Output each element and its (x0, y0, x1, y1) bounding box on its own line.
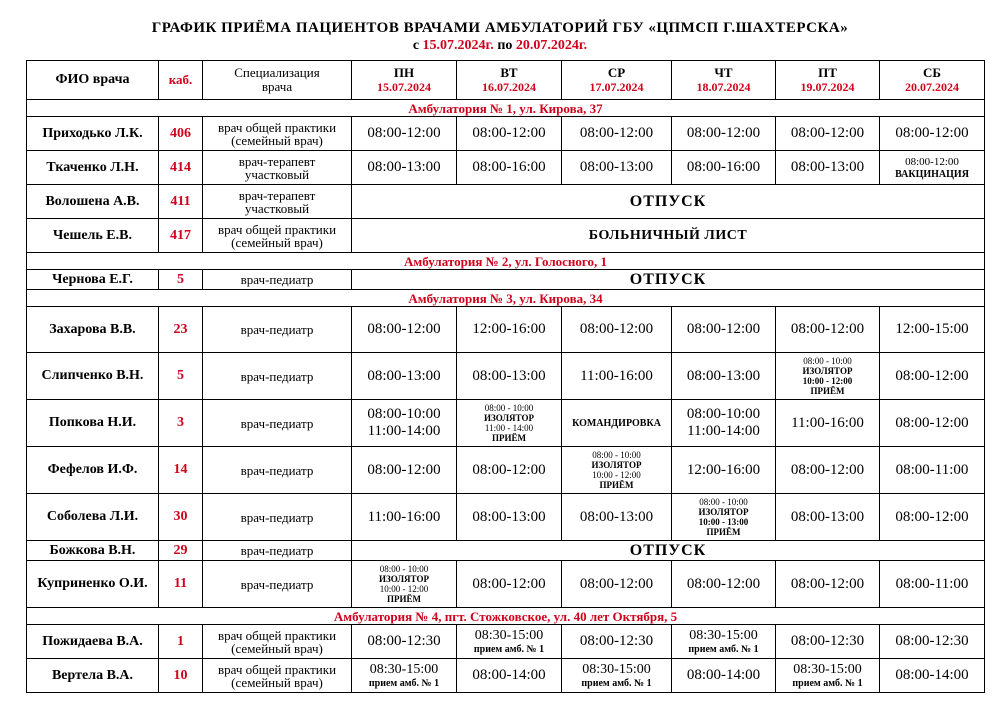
header-day-mon (352, 61, 457, 100)
specialization: врач общей практики (семейный врач) (203, 219, 352, 253)
doctor-name: Слипченко В.Н. (27, 353, 159, 400)
section-row (27, 100, 985, 117)
room-number: 406 (159, 117, 203, 151)
section-row (27, 253, 985, 270)
time-cell: 08:00-12:00 (776, 561, 880, 608)
table-row (27, 400, 985, 447)
time-cell: 08:00-10:00 11:00-14:00 (672, 400, 776, 447)
section-title: Амбулатория № 1, ул. Кирова, 37 (27, 100, 985, 117)
section-title: Амбулатория № 3, ул. Кирова, 34 (27, 290, 985, 307)
time-cell: 08:00-13:00 (776, 494, 880, 541)
time-cell: 11:00-16:00 (776, 400, 880, 447)
time-cell: 08:00-14:00 (672, 659, 776, 693)
day-date: 17.07.2024 (589, 80, 644, 94)
table-row (27, 659, 985, 693)
room-number: 30 (159, 494, 203, 541)
time-cell: 08:00-12:00 (672, 117, 776, 151)
specialization: врач-педиатр (203, 494, 352, 541)
table-row (27, 270, 985, 290)
specialization: врач-терапевт участковый (203, 185, 352, 219)
specialization: врач-педиатр (203, 400, 352, 447)
time-cell: 08:00-13:00 (672, 353, 776, 400)
status-sick-leave: БОЛЬНИЧНЫЙ ЛИСТ (352, 219, 985, 253)
time-cell: 08:00-14:00 (880, 659, 985, 693)
time-cell: 08:00-12:00 (457, 561, 562, 608)
doctor-name: Чешель Е.В. (27, 219, 159, 253)
time-cell: 08:00-11:00 (880, 447, 985, 494)
time-cell: 08:00-13:00 (457, 353, 562, 400)
header-spec-line1: Специализация (234, 65, 320, 80)
time-cell: 08:00-12:00 (880, 400, 985, 447)
specialization: врач-педиатр (203, 561, 352, 608)
header-day-fri (776, 61, 880, 100)
table-row (27, 185, 985, 219)
time-cell: 08:00-13:00 (352, 353, 457, 400)
doctor-name: Ткаченко Л.Н. (27, 151, 159, 185)
schedule-table (26, 60, 985, 693)
day-date: 16.07.2024 (482, 80, 536, 94)
time-cell: 08:00-12:00 (352, 307, 457, 353)
time-cell: 08:00-13:00 (562, 494, 672, 541)
room-number: 1 (159, 625, 203, 659)
specialization: врач общей практики (семейный врач) (203, 625, 352, 659)
doctor-name: Захарова В.В. (27, 307, 159, 353)
time-cell: 08:00-12:00 (880, 494, 985, 541)
specialization: врач-терапевт участковый (203, 151, 352, 185)
period-to-label: по (497, 38, 513, 53)
time-cell: 08:00-12:30 (562, 625, 672, 659)
page-title: ГРАФИК ПРИЁМА ПАЦИЕНТОВ ВРАЧАМИ АМБУЛАТОРИЙ ГБУ «ЦПМСП Г.ШАХТЕРСКА» (151, 20, 849, 36)
period-line (0, 38, 1000, 54)
table-row (27, 117, 985, 151)
time-cell: 08:00-13:00 (776, 151, 880, 185)
time-cell: 11:00-16:00 (562, 353, 672, 400)
table-row (27, 494, 985, 541)
section-row (27, 290, 985, 307)
doctor-name: Приходько Л.К. (27, 117, 159, 151)
time-cell: 08:00-12:30 (352, 625, 457, 659)
time-cell: 08:00-16:00 (672, 151, 776, 185)
day-date: 19.07.2024 (800, 80, 855, 94)
section-title: Амбулатория № 4, пгт. Стожковское, ул. 40 лет Октября, 5 (27, 608, 985, 625)
table-row (27, 447, 985, 494)
header-day-wed (562, 61, 672, 100)
table-row (27, 353, 985, 400)
specialization: врач-педиатр (203, 447, 352, 494)
room-number: 411 (159, 185, 203, 219)
status-vacation: ОТПУСК (352, 185, 985, 219)
room-number: 11 (159, 561, 203, 608)
table-row (27, 151, 985, 185)
header-row (27, 61, 985, 100)
time-cell-vaccination: 08:00-12:00 ВАКЦИНАЦИЯ (880, 151, 985, 185)
status-business-trip: КОМАНДИРОВКА (562, 400, 672, 447)
period-from: 15.07.2024г. (422, 38, 494, 53)
specialization: врач-педиатр (203, 270, 352, 290)
time-cell-amb: 08:30-15:00 прием амб. № 1 (352, 659, 457, 693)
day-name: ПТ (818, 65, 837, 80)
doctor-name: Божкова В.Н. (27, 541, 159, 561)
time-cell-split: 08:00 - 10:00 ИЗОЛЯТОР 11:00 - 14:00 ПРИЁМ (457, 400, 562, 447)
header-name: ФИО врача (27, 61, 159, 100)
time-cell: 08:00-12:00 (562, 561, 672, 608)
day-name: ПН (393, 65, 415, 80)
time-cell-split: 08:00 - 10:00 ИЗОЛЯТОР 10:00 - 12:00 ПРИЁМ (562, 447, 672, 494)
time-cell: 08:00-16:00 (457, 151, 562, 185)
specialization: врач общей практики (семейный врач) (203, 659, 352, 693)
time-cell: 08:00-12:00 (776, 117, 880, 151)
period-to: 20.07.2024г. (515, 38, 588, 53)
room-number: 23 (159, 307, 203, 353)
specialization: врач-педиатр (203, 353, 352, 400)
status-vacation: ОТПУСК (352, 270, 985, 290)
table-row (27, 219, 985, 253)
time-cell: 08:00-12:00 (562, 307, 672, 353)
header-room: каб. (159, 61, 203, 100)
status-vacation: ОТПУСК (352, 541, 985, 561)
time-cell: 08:00-13:00 (457, 494, 562, 541)
room-number: 417 (159, 219, 203, 253)
doctor-name: Фефелов И.Ф. (27, 447, 159, 494)
header-day-thu (672, 61, 776, 100)
time-cell: 08:00-14:00 (457, 659, 562, 693)
time-cell: 08:00-12:00 (776, 307, 880, 353)
room-number: 5 (159, 270, 203, 290)
time-cell: 08:00-10:00 11:00-14:00 (352, 400, 457, 447)
time-cell: 08:00-12:30 (776, 625, 880, 659)
room-number: 10 (159, 659, 203, 693)
doctor-name: Вертела В.А. (27, 659, 159, 693)
room-number: 29 (159, 541, 203, 561)
time-cell-amb: 08:30-15:00 прием амб. № 1 (776, 659, 880, 693)
time-cell: 08:00-13:00 (562, 151, 672, 185)
time-cell: 11:00-16:00 (352, 494, 457, 541)
time-cell: 08:00-11:00 (880, 561, 985, 608)
room-number: 414 (159, 151, 203, 185)
doctor-name: Чернова Е.Г. (27, 270, 159, 290)
time-cell: 08:00-12:00 (776, 447, 880, 494)
doctor-name: Волошена А.В. (27, 185, 159, 219)
day-name: СР (607, 65, 626, 80)
header-spec (203, 61, 352, 100)
specialization: врач-педиатр (203, 307, 352, 353)
header-day-tue (457, 61, 562, 100)
table-row (27, 625, 985, 659)
table-row (27, 541, 985, 561)
time-cell: 08:00-12:00 (672, 561, 776, 608)
header-day-sat (880, 61, 985, 100)
day-date: 18.07.2024 (696, 80, 751, 94)
time-cell-amb: 08:30-15:00 прием амб. № 1 (672, 625, 776, 659)
time-cell: 08:00-12:00 (880, 117, 985, 151)
time-cell-split: 08:00 - 10:00 ИЗОЛЯТОР 10:00 - 13:00 ПРИЁМ (672, 494, 776, 541)
doctor-name: Соболева Л.И. (27, 494, 159, 541)
time-cell: 12:00-16:00 (457, 307, 562, 353)
time-cell: 08:00-12:00 (880, 353, 985, 400)
time-cell: 12:00-15:00 (880, 307, 985, 353)
day-name: ЧТ (714, 65, 733, 80)
time-cell: 08:00-12:00 (672, 307, 776, 353)
time-cell-split: 08:00 - 10:00 ИЗОЛЯТОР 10:00 - 12:00 ПРИЁМ (352, 561, 457, 608)
time-cell-split: 08:00 - 10:00 ИЗОЛЯТОР 10:00 - 12:00 ПРИЁМ (776, 353, 880, 400)
time-cell: 08:00-12:30 (880, 625, 985, 659)
doctor-name: Пожидаева В.А. (27, 625, 159, 659)
room-number: 5 (159, 353, 203, 400)
time-cell: 08:00-12:00 (352, 447, 457, 494)
day-name: ВТ (500, 65, 518, 80)
time-cell: 08:00-12:00 (457, 117, 562, 151)
time-cell: 08:00-12:00 (562, 117, 672, 151)
period-from-label: с (412, 38, 420, 53)
table-row (27, 307, 985, 353)
room-number: 3 (159, 400, 203, 447)
doctor-name: Куприненко О.И. (27, 561, 159, 608)
specialization: врач общей практики (семейный врач) (203, 117, 352, 151)
doctor-name: Попкова Н.И. (27, 400, 159, 447)
section-title: Амбулатория № 2, ул. Голосного, 1 (27, 253, 985, 270)
specialization: врач-педиатр (203, 541, 352, 561)
time-cell: 12:00-16:00 (672, 447, 776, 494)
table-row (27, 561, 985, 608)
header-spec-line2: врача (261, 79, 293, 94)
time-cell: 08:00-13:00 (352, 151, 457, 185)
day-date: 15.07.2024 (377, 80, 431, 94)
time-cell: 08:00-12:00 (457, 447, 562, 494)
day-name: СБ (923, 65, 941, 80)
time-cell-amb: 08:30-15:00 прием амб. № 1 (457, 625, 562, 659)
day-date: 20.07.2024 (905, 80, 959, 94)
room-number: 14 (159, 447, 203, 494)
time-cell: 08:00-12:00 (352, 117, 457, 151)
section-row (27, 608, 985, 625)
time-cell-amb: 08:30-15:00 прием амб. № 1 (562, 659, 672, 693)
